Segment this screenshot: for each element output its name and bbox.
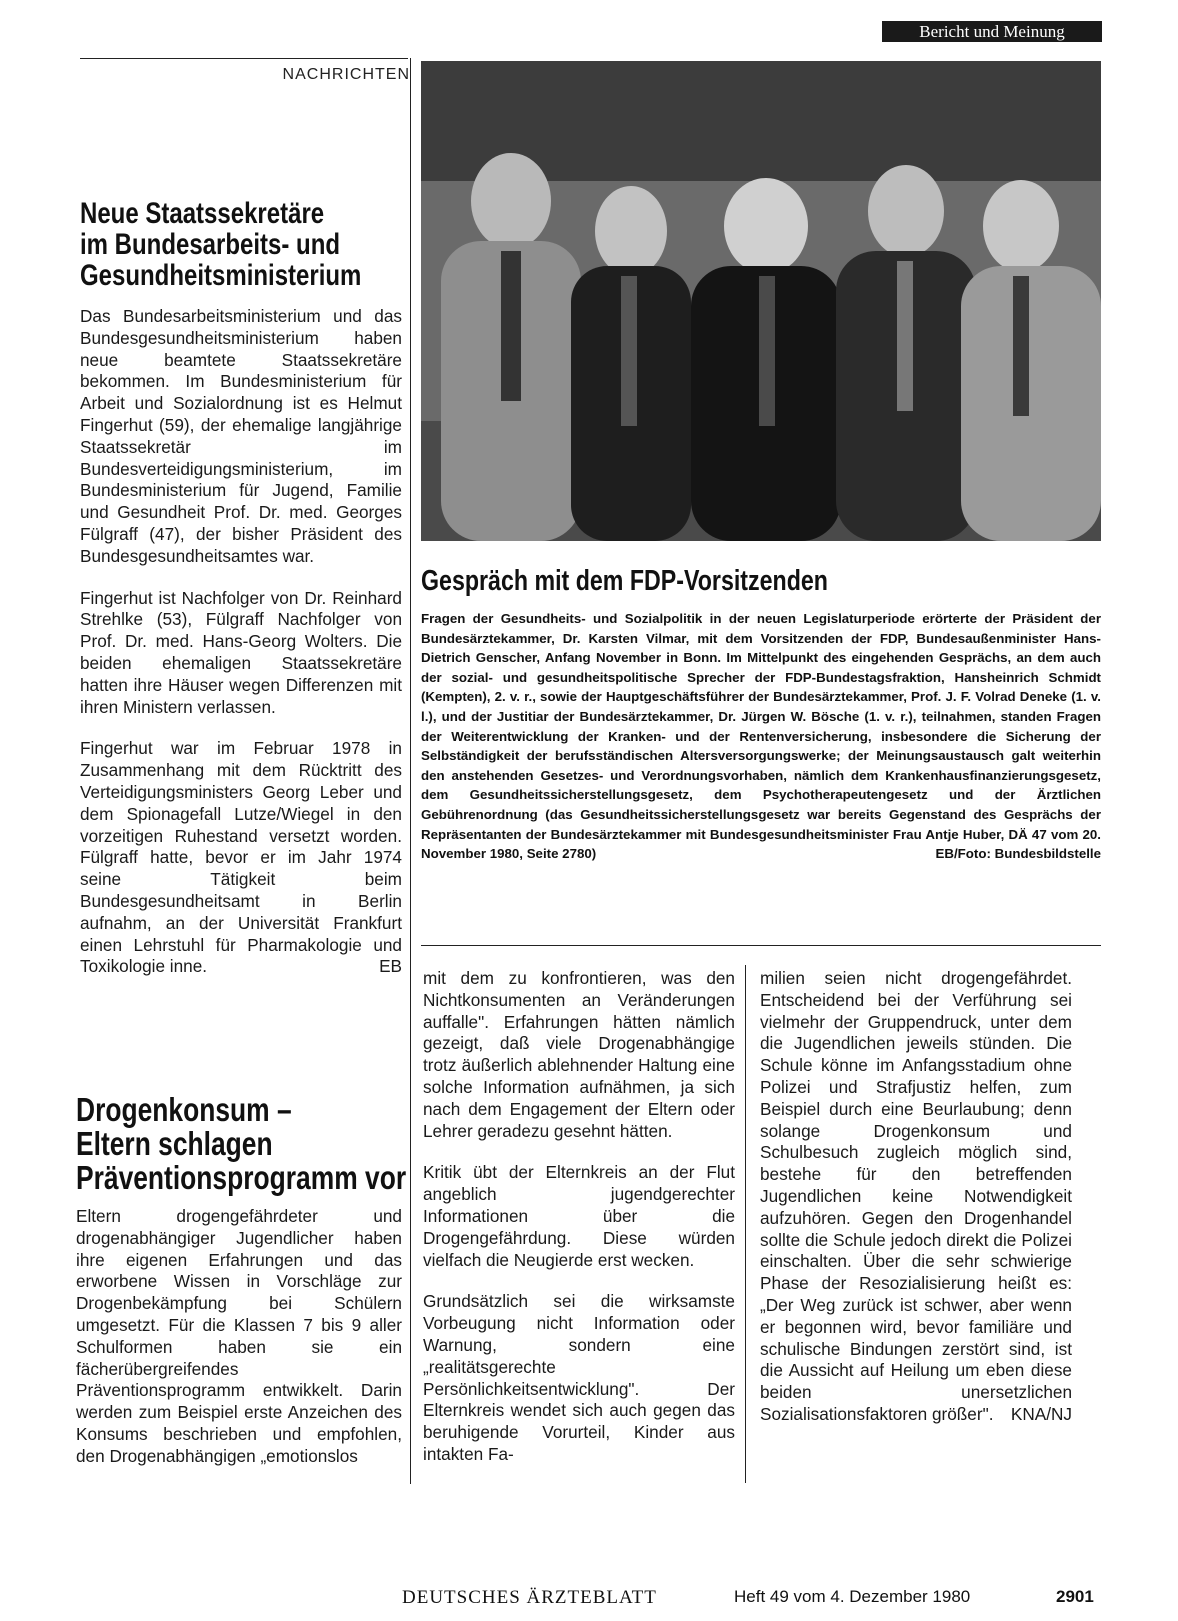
- rubric: NACHRICHTEN: [282, 66, 410, 83]
- paragraph-text: Fingerhut war im Februar 1978 in Zusammenhang mit dem Rücktritt des Verteidigungsministers Georg Leber und dem Spionagefall Lutze/Wiegel in den vorzeitigen Ruhestand versetzt worden. Fülgraff hatte, bevor er im Jahr 1974 seine Tätigkeit beim Bundesgesundheitsamt in Berlin aufnahm, an der Universität Frankfurt einen Lehrstuhl für Pharmakologie und Toxikologie inne.: [80, 738, 402, 977]
- article2-col3: [760, 968, 1072, 1426]
- headline-line: Eltern schlagen: [76, 1125, 273, 1162]
- paragraph: Eltern drogengefährdeter und drogenabhängiger Jugendlicher haben ihre eigenen Erfahrungen und das erworbene Wissen in Vorschläge zur Drogenbekämpfung bei Schülern umgesetzt. Für die Klassen 7 bis 9 aller Schulformen haben sie ein fächerübergreifendes Präventionsprogramm entwikkelt. Darin werden zum Beispiel erste Anzeichen des Konsums beschrieben und empfohlen, den Drogenabhängigen „emotionslos: [76, 1206, 402, 1466]
- column-divider: [745, 965, 746, 1483]
- column-divider: [410, 58, 411, 1484]
- article2-headline: [76, 1093, 406, 1195]
- signature: KNA/NJ: [1010, 1403, 1072, 1424]
- article1-body: [80, 306, 402, 978]
- section-tag: Bericht und Meinung: [882, 21, 1102, 42]
- paragraph: Fingerhut ist Nachfolger von Dr. Reinhard Strehlke (53), Fülgraff Nachfolger von Prof. Dr. med. Hans-Georg Wolters. Die beiden ehemaligen Staatssekretäre hatten ihre Häuser wegen Differenzen mit ihren Ministern verlassen.: [80, 587, 402, 717]
- headline-line: Präventionsprogramm vor: [76, 1159, 407, 1196]
- footer-page-number: 2901: [1056, 1587, 1094, 1606]
- headline-line: im Bundesarbeits- und: [80, 228, 341, 261]
- footer-issue: Heft 49 vom 4. Dezember 1980: [734, 1587, 971, 1606]
- article2-col1: [76, 1206, 402, 1468]
- signature: EB: [379, 956, 402, 977]
- paragraph: Grundsätzlich sei die wirksamste Vorbeugung nicht Information oder Warnung, sondern eine „realitätsgerechte Persönlichkeitsentwicklung". Der Elternkreis wendet sich auch gegen das beruhigende Vorurteil, Kinder aus intakten Fa-: [423, 1291, 735, 1464]
- headline-line: Drogenkonsum –: [76, 1091, 292, 1128]
- article1-headline: [80, 198, 361, 291]
- paragraph: mit dem zu konfrontieren, was den Nichtkonsumenten an Veränderungen auffalle". Erfahrungen hätten nämlich gezeigt, daß viele Drogenabhängige trotz äußerlich ablehnender Haltung eine solche Information aufnähmen, ja sich nach dem Engagement der Eltern oder Lehrer geradezu gesehnt hätten.: [423, 968, 735, 1141]
- footer-journal: DEUTSCHES ÄRZTEBLATT: [402, 1587, 657, 1608]
- article2-col2: [423, 968, 735, 1466]
- paragraph: [760, 968, 1072, 1426]
- photo-caption: [421, 609, 1101, 864]
- caption-rule: [421, 945, 1101, 946]
- headline-line: Neue Staatssekretäre: [80, 197, 325, 230]
- paragraph-text: milien seien nicht drogengefährdet. Entscheidend bei der Verführung sei vielmehr der Gruppendruck, unter dem die Jugendlichen jeweils stünden. Die Schule könne im Anfangsstadium ohne Polizei und Strafjustiz helfen, zum Beispiel durch eine Beurlaubung; denn solange Drogenkonsum und Schulbesuch zugleich möglich sind, bestehe für den betreffenden Jugendlichen keine Notwendigkeit aufzuhören. Gegen den Drogenhandel sollte die Schule jedoch direkt die Polizei einschalten. Über die sehr schwierige Phase der Resozialisierung heißt es: „Der Weg zurück ist schwer, aber wenn er begonnen wird, bevor familiäre und schulische Bindungen zerstört sind, ist die Aussicht auf Heilung um eben diese beiden unersetzlichen Sozialisationsfaktoren größer".: [760, 968, 1072, 1424]
- top-rule: [80, 58, 408, 59]
- photo-credit: EB/Foto: Bundesbildstelle: [935, 846, 1101, 862]
- paragraph: Das Bundesarbeitsministerium und das Bundesgesundheitsministerium haben neue beamtete Staatssekretäre bekommen. Im Bundesministerium für Arbeit und Sozialordnung ist es Helmut Fingerhut (59), der ehemalige langjährige Staatssekretär im Bundesverteidigungsministerium, im Bundesministerium für Jugend, Familie und Gesundheit Prof. Dr. med. Georges Fülgraff (47), der bisher Präsident des Bundesgesundheitsamtes war.: [80, 306, 402, 566]
- caption-text: Fragen der Gesundheits- und Sozialpolitik in der neuen Legislaturperiode erörterte der Präsident der Bundesärztekammer, Dr. Karsten Vilmar, mit dem Vorsitzenden der FDP, Bundesaußenminister Hans-Dietrich Genscher, Anfang November in Bonn. Im Mittelpunkt des eingehenden Gesprächs, an dem auch der sozial- und gesundheitspolitische Sprecher der FDP-Bundestagsfraktion, Hansheinrich Schmidt (Kempten), 2. v. r., sowie der Hauptgeschäftsführer der Bundesärztekammer, Prof. J. F. Volrad Deneke (1. v. l.), und der Justitiar der Bundesärztekammer, Dr. Jürgen W. Bösche (1. v. r.), teilnahmen, standen Fragen der Weiterentwicklung der Kranken- und der Rentenversicherung, insbesondere die Sicherung der Selbständigkeit der berufsständischen Altersversorgungswerke; der Meinungsaustausch galt weiterhin den anstehenden Gesetzes- und Verordnungsvorhaben, nämlich dem Krankenhausfinanzierungsgesetz, dem Gesundheitssicherstellungsgesetz, dem Psychotherapeutengesetz und der Ärztlichen Gebührenordnung (das Gesundheitssicherstellungsgesetz war bereits Gegenstand des Gesprächs der Repräsentanten der Bundesärztekammer mit Bundesgesundheitsminister Frau Antje Huber, DÄ 47 vom 20. November 1980, Seite 2780): [421, 611, 1101, 862]
- paragraph: [80, 738, 402, 978]
- headline-line: Gesundheitsministerium: [80, 259, 362, 292]
- photo-headline: Gespräch mit dem FDP-Vorsitzenden: [421, 565, 828, 597]
- paragraph: Kritik übt der Elternkreis an der Flut angeblich jugendgerechter Informationen über die Drogengefährdung. Diese würden vielfach die Neugierde erst wecken.: [423, 1162, 735, 1270]
- group-photo: [421, 61, 1101, 541]
